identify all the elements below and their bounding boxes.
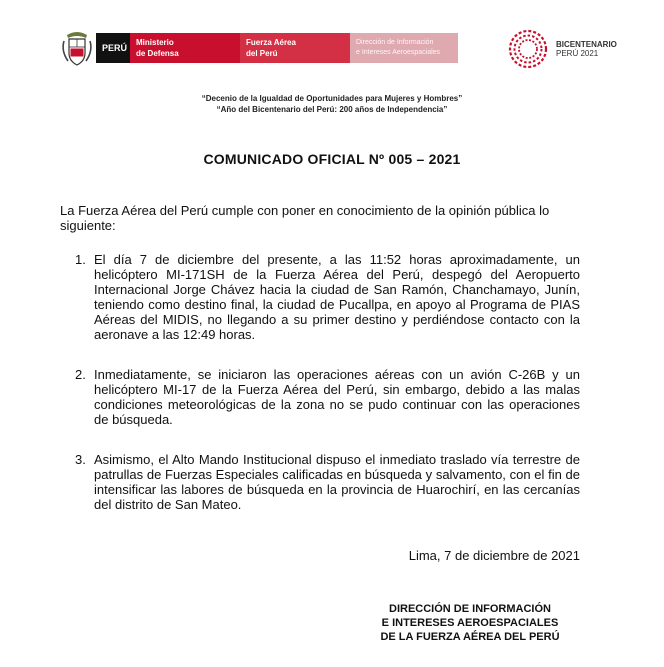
anio-line: “Año del Bicentenario del Perú: 200 años de Independencia” <box>216 105 448 114</box>
intro-paragraph: La Fuerza Aérea del Perú cumple con poner en conocimiento de la opinión pública lo siguiente: <box>60 203 550 233</box>
letterhead <box>60 29 620 73</box>
document-title: COMUNICADO OFICIAL Nº 005 – 2021 <box>203 151 461 167</box>
coat-of-arms-icon <box>60 29 94 69</box>
decenio-line: “Decenio de la Igualdad de Oportunidades para Mujeres y Hombres” <box>201 94 463 103</box>
item-text: Inmediatamente, se iniciaron las operaciones aéreas con un avión C-26B y un helicóptero MI-17 de la Fuerza Aérea del Perú, sin embargo, debido a las malas condiciones meteorológicas de la zona no se pudo continuar con las operaciones de búsqueda. <box>94 367 580 427</box>
government-brand-bar <box>96 33 458 63</box>
bicentenario-logo-icon <box>508 29 548 69</box>
date-line: Lima, 7 de diciembre de 2021 <box>408 548 580 563</box>
fap-label: Fuerza Aérea del Perú <box>240 33 350 63</box>
item-text: Asimismo, el Alto Mando Institucional dispuso el inmediato traslado vía terrestre de patrullas de Fuerzas Especiales calificadas en búsqueda y salvamento, con el fin de intensificar las labores de búsqueda en la provincia de Huarochirí, en las cercanías del distrito de San Mateo. <box>94 452 580 512</box>
ministerio-label: Ministerio de Defensa <box>130 33 240 63</box>
item-number: 3. <box>75 452 86 467</box>
signature-block: DIRECCIÓN DE INFORMACIÓN E INTERESES AEROESPACIALES DE LA FUERZA AÉREA DEL PERÚ <box>380 603 560 643</box>
peru-label: PERÚ <box>96 33 130 63</box>
item-number: 2. <box>75 367 86 382</box>
item-text: El día 7 de diciembre del presente, a las 11:52 horas aproximadamente, un helicóptero MI-171SH de la Fuerza Aérea del Perú, despegó del Aeropuerto Internacional Jorge Chávez hacia la ciudad de San Ramón, Chanchamayo, Junín, teniendo como destino final, la ciudad de Pucallpa, en apoyo al Programa de PIAS Aéreas del MIDIS, no llegando a su primer destino y perdiéndose contacto con la aeronave a las 12:49 horas. <box>94 252 580 342</box>
item-number: 1. <box>75 252 86 267</box>
direccion-label: Dirección de Información e Intereses Aeroespaciales <box>350 33 458 63</box>
bicentenario-text: BICENTENARIO PERÚ 2021 <box>556 40 617 58</box>
